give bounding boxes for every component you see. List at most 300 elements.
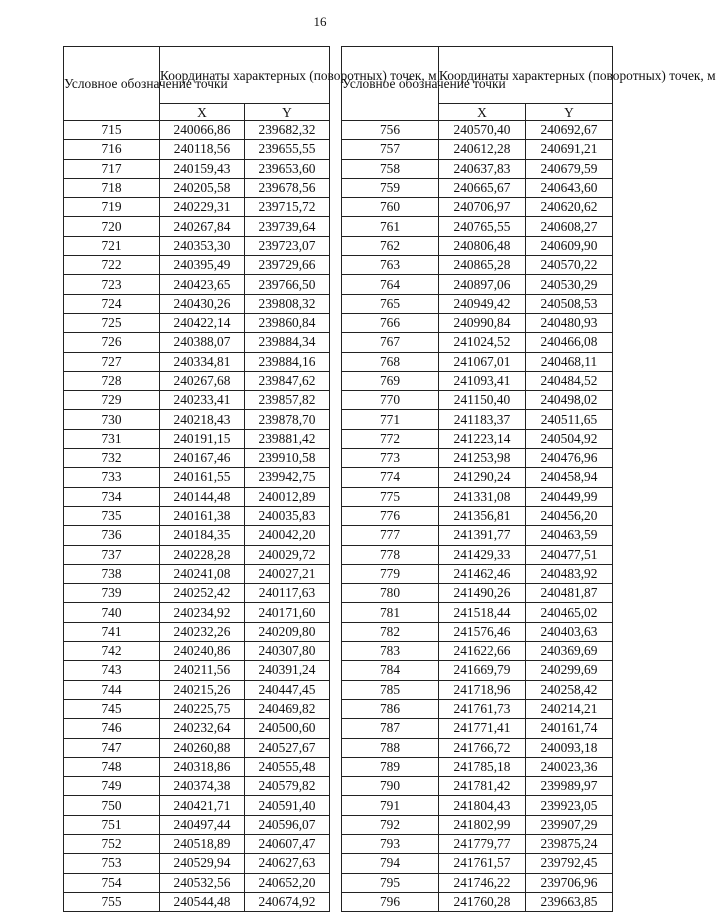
point-number-cell: 748 — [64, 757, 160, 776]
x-coordinate-cell: 240211,56 — [160, 661, 245, 680]
table-row — [64, 873, 330, 892]
y-coordinate-cell: 240555,48 — [245, 757, 330, 776]
y-coordinate-cell: 240504,92 — [526, 429, 613, 448]
x-coordinate-cell: 240318,86 — [160, 757, 245, 776]
table-row — [64, 564, 330, 583]
table-row — [342, 834, 613, 853]
y-coordinate-cell: 240607,47 — [245, 834, 330, 853]
point-number-cell: 759 — [342, 178, 439, 197]
x-coordinate-cell: 240233,41 — [160, 391, 245, 410]
point-number-cell: 768 — [342, 352, 439, 371]
y-coordinate-cell: 240023,36 — [526, 757, 613, 776]
x-coordinate-cell: 240225,75 — [160, 699, 245, 718]
table-row — [64, 352, 330, 371]
x-coordinate-cell: 240518,89 — [160, 834, 245, 853]
table-row — [342, 391, 613, 410]
x-coordinate-cell: 241760,28 — [439, 892, 526, 911]
y-coordinate-cell: 240456,20 — [526, 506, 613, 525]
point-number-cell: 747 — [64, 738, 160, 757]
table-row — [342, 352, 613, 371]
y-coordinate-cell: 240299,69 — [526, 661, 613, 680]
point-number-cell: 771 — [342, 410, 439, 429]
point-number-cell: 745 — [64, 699, 160, 718]
y-coordinate-cell: 240620,62 — [526, 198, 613, 217]
x-coordinate-cell: 241490,26 — [439, 584, 526, 603]
y-coordinate-cell: 240570,22 — [526, 256, 613, 275]
y-coordinate-cell: 240258,42 — [526, 680, 613, 699]
y-coordinate-cell: 239860,84 — [245, 313, 330, 332]
y-coordinate-cell: 240498,02 — [526, 391, 613, 410]
y-coordinate-cell: 239653,60 — [245, 159, 330, 178]
point-number-cell: 741 — [64, 622, 160, 641]
x-coordinate-cell: 241290,24 — [439, 468, 526, 487]
y-coordinate-cell: 240027,21 — [245, 564, 330, 583]
x-coordinate-cell: 241183,37 — [439, 410, 526, 429]
x-coordinate-cell: 240497,44 — [160, 815, 245, 834]
point-number-cell: 737 — [64, 545, 160, 564]
x-coordinate-cell: 240118,56 — [160, 140, 245, 159]
table-row — [64, 584, 330, 603]
point-number-cell: 718 — [64, 178, 160, 197]
point-number-cell: 730 — [64, 410, 160, 429]
y-coordinate-cell: 240209,80 — [245, 622, 330, 641]
x-coordinate-cell: 240806,48 — [439, 236, 526, 255]
table-row — [64, 892, 330, 911]
point-number-cell: 760 — [342, 198, 439, 217]
point-number-cell: 758 — [342, 159, 439, 178]
y-coordinate-cell: 240391,24 — [245, 661, 330, 680]
table-row — [342, 429, 613, 448]
y-coordinate-cell: 240093,18 — [526, 738, 613, 757]
point-number-cell: 717 — [64, 159, 160, 178]
table-row — [64, 738, 330, 757]
point-number-cell: 716 — [64, 140, 160, 159]
point-number-cell: 784 — [342, 661, 439, 680]
x-coordinate-cell: 241622,66 — [439, 642, 526, 661]
x-coordinate-cell: 241331,08 — [439, 487, 526, 506]
table-row — [342, 873, 613, 892]
x-coordinate-cell: 240228,28 — [160, 545, 245, 564]
point-number-cell: 732 — [64, 449, 160, 468]
x-column-header: X — [439, 104, 526, 121]
x-coordinate-cell: 240612,28 — [439, 140, 526, 159]
x-coordinate-cell: 241771,41 — [439, 719, 526, 738]
y-coordinate-cell: 239942,75 — [245, 468, 330, 487]
y-coordinate-cell: 240466,08 — [526, 333, 613, 352]
table-row — [64, 121, 330, 140]
y-coordinate-cell: 240692,67 — [526, 121, 613, 140]
coords-header: Координаты характерных (поворотных) точек, м — [160, 47, 330, 104]
point-number-cell: 751 — [64, 815, 160, 834]
point-number-cell: 787 — [342, 719, 439, 738]
point-number-cell: 785 — [342, 680, 439, 699]
table-row — [64, 371, 330, 390]
table-row — [64, 680, 330, 699]
x-coordinate-cell: 241576,46 — [439, 622, 526, 641]
table-row — [342, 796, 613, 815]
x-coordinate-cell: 240191,15 — [160, 429, 245, 448]
x-coordinate-cell: 240184,35 — [160, 526, 245, 545]
y-coordinate-cell: 240307,80 — [245, 642, 330, 661]
x-coordinate-cell: 240353,30 — [160, 236, 245, 255]
x-coordinate-cell: 241067,01 — [439, 352, 526, 371]
coords-header: Координаты характерных (поворотных) точек, м — [439, 47, 613, 104]
point-number-cell: 781 — [342, 603, 439, 622]
x-coordinate-cell: 241785,18 — [439, 757, 526, 776]
point-number-cell: 757 — [342, 140, 439, 159]
table-row — [64, 410, 330, 429]
x-coordinate-cell: 241779,77 — [439, 834, 526, 853]
point-number-cell: 724 — [64, 294, 160, 313]
y-coordinate-cell: 240458,94 — [526, 468, 613, 487]
table-row — [64, 178, 330, 197]
point-number-cell: 727 — [64, 352, 160, 371]
y-coordinate-cell: 240484,52 — [526, 371, 613, 390]
x-coordinate-cell: 240665,67 — [439, 178, 526, 197]
point-number-cell: 791 — [342, 796, 439, 815]
point-number-cell: 770 — [342, 391, 439, 410]
x-coordinate-cell: 240267,68 — [160, 371, 245, 390]
table-row — [64, 815, 330, 834]
point-number-cell: 729 — [64, 391, 160, 410]
point-number-cell: 726 — [64, 333, 160, 352]
x-coordinate-cell: 241093,41 — [439, 371, 526, 390]
point-number-cell: 777 — [342, 526, 439, 545]
point-number-cell: 750 — [64, 796, 160, 815]
table-row — [64, 603, 330, 622]
point-number-cell: 746 — [64, 719, 160, 738]
table-row — [342, 371, 613, 390]
table-row — [64, 834, 330, 853]
table-row — [342, 545, 613, 564]
point-number-cell: 792 — [342, 815, 439, 834]
table-row — [342, 757, 613, 776]
x-coordinate-cell: 240544,48 — [160, 892, 245, 911]
y-coordinate-cell: 239766,50 — [245, 275, 330, 294]
table-row — [64, 506, 330, 525]
point-label-header: Условное обозначение точки — [64, 47, 160, 121]
y-coordinate-cell: 240691,21 — [526, 140, 613, 159]
y-coordinate-cell: 239663,85 — [526, 892, 613, 911]
table-row — [342, 236, 613, 255]
y-coordinate-cell: 240403,63 — [526, 622, 613, 641]
y-coordinate-cell: 239907,29 — [526, 815, 613, 834]
point-number-cell: 720 — [64, 217, 160, 236]
y-coordinate-cell: 239678,56 — [245, 178, 330, 197]
table-row — [342, 294, 613, 313]
table-row — [342, 622, 613, 641]
point-number-cell: 736 — [64, 526, 160, 545]
table-row — [64, 661, 330, 680]
table-body — [342, 121, 613, 912]
x-coordinate-cell: 240532,56 — [160, 873, 245, 892]
table-row — [64, 622, 330, 641]
y-coordinate-cell: 240480,93 — [526, 313, 613, 332]
y-coordinate-cell: 240530,29 — [526, 275, 613, 294]
y-coordinate-cell: 240483,92 — [526, 564, 613, 583]
x-coordinate-cell: 240161,55 — [160, 468, 245, 487]
point-number-cell: 783 — [342, 642, 439, 661]
y-coordinate-cell: 240012,89 — [245, 487, 330, 506]
y-coordinate-cell: 240643,60 — [526, 178, 613, 197]
y-coordinate-cell: 239792,45 — [526, 854, 613, 873]
y-coordinate-cell: 239884,16 — [245, 352, 330, 371]
x-column-header: X — [160, 104, 245, 121]
point-number-cell: 765 — [342, 294, 439, 313]
table-row — [342, 333, 613, 352]
x-coordinate-cell: 240205,58 — [160, 178, 245, 197]
point-number-cell: 744 — [64, 680, 160, 699]
x-coordinate-cell: 240990,84 — [439, 313, 526, 332]
y-coordinate-cell: 240674,92 — [245, 892, 330, 911]
table-row — [342, 313, 613, 332]
table-row — [342, 661, 613, 680]
y-coordinate-cell: 239729,66 — [245, 256, 330, 275]
table-row — [64, 642, 330, 661]
point-number-cell: 722 — [64, 256, 160, 275]
point-number-cell: 769 — [342, 371, 439, 390]
x-coordinate-cell: 240267,84 — [160, 217, 245, 236]
x-coordinate-cell: 241746,22 — [439, 873, 526, 892]
x-coordinate-cell: 240229,31 — [160, 198, 245, 217]
y-coordinate-cell: 240627,63 — [245, 854, 330, 873]
x-coordinate-cell: 241804,43 — [439, 796, 526, 815]
table-row — [64, 217, 330, 236]
table-row — [64, 140, 330, 159]
y-coordinate-cell: 239655,55 — [245, 140, 330, 159]
x-coordinate-cell: 241024,52 — [439, 333, 526, 352]
x-coordinate-cell: 240161,38 — [160, 506, 245, 525]
x-coordinate-cell: 241391,77 — [439, 526, 526, 545]
table-row — [64, 429, 330, 448]
y-coordinate-cell: 240508,53 — [526, 294, 613, 313]
table-row — [64, 468, 330, 487]
x-coordinate-cell: 241462,46 — [439, 564, 526, 583]
x-coordinate-cell: 240218,43 — [160, 410, 245, 429]
point-number-cell: 753 — [64, 854, 160, 873]
point-number-cell: 766 — [342, 313, 439, 332]
x-coordinate-cell: 241429,33 — [439, 545, 526, 564]
table-row — [64, 545, 330, 564]
y-coordinate-cell: 239739,64 — [245, 217, 330, 236]
x-coordinate-cell: 240865,28 — [439, 256, 526, 275]
point-number-cell: 735 — [64, 506, 160, 525]
point-number-cell: 767 — [342, 333, 439, 352]
y-coordinate-cell: 240171,60 — [245, 603, 330, 622]
x-coordinate-cell: 240529,94 — [160, 854, 245, 873]
y-coordinate-cell: 240214,21 — [526, 699, 613, 718]
y-coordinate-cell: 240591,40 — [245, 796, 330, 815]
x-coordinate-cell: 241761,73 — [439, 699, 526, 718]
point-number-cell: 793 — [342, 834, 439, 853]
point-number-cell: 719 — [64, 198, 160, 217]
y-coordinate-cell: 239881,42 — [245, 429, 330, 448]
point-number-cell: 740 — [64, 603, 160, 622]
y-coordinate-cell: 240469,82 — [245, 699, 330, 718]
x-coordinate-cell: 240422,14 — [160, 313, 245, 332]
x-coordinate-cell: 240570,40 — [439, 121, 526, 140]
table-row — [342, 487, 613, 506]
table-row — [64, 275, 330, 294]
y-coordinate-cell: 240596,07 — [245, 815, 330, 834]
y-coordinate-cell: 240117,63 — [245, 584, 330, 603]
y-coordinate-cell: 240500,60 — [245, 719, 330, 738]
table-body — [64, 121, 330, 912]
x-coordinate-cell: 240167,46 — [160, 449, 245, 468]
y-coordinate-cell: 240652,20 — [245, 873, 330, 892]
x-coordinate-cell: 240240,86 — [160, 642, 245, 661]
x-coordinate-cell: 240215,26 — [160, 680, 245, 699]
x-coordinate-cell: 241253,98 — [439, 449, 526, 468]
x-coordinate-cell: 241718,96 — [439, 680, 526, 699]
table-row — [64, 526, 330, 545]
table-row — [64, 236, 330, 255]
table-row — [342, 526, 613, 545]
x-coordinate-cell: 240252,42 — [160, 584, 245, 603]
y-coordinate-cell: 240463,59 — [526, 526, 613, 545]
point-number-cell: 775 — [342, 487, 439, 506]
point-number-cell: 761 — [342, 217, 439, 236]
table-row — [342, 777, 613, 796]
coordinates-table-right — [341, 46, 716, 912]
table-row — [64, 256, 330, 275]
x-coordinate-cell: 241669,79 — [439, 661, 526, 680]
table-row — [64, 757, 330, 776]
point-number-cell: 738 — [64, 564, 160, 583]
y-coordinate-cell: 240042,20 — [245, 526, 330, 545]
table-row — [342, 699, 613, 718]
point-number-cell: 733 — [64, 468, 160, 487]
x-coordinate-cell: 240144,48 — [160, 487, 245, 506]
table-row — [342, 892, 613, 911]
y-coordinate-cell: 239808,32 — [245, 294, 330, 313]
y-coordinate-cell: 240609,90 — [526, 236, 613, 255]
x-coordinate-cell: 240159,43 — [160, 159, 245, 178]
table-row — [342, 198, 613, 217]
point-number-cell: 742 — [64, 642, 160, 661]
table-row — [342, 564, 613, 583]
y-column-header: Y — [245, 104, 330, 121]
y-coordinate-cell: 240369,69 — [526, 642, 613, 661]
point-number-cell: 728 — [64, 371, 160, 390]
point-number-cell: 731 — [64, 429, 160, 448]
x-coordinate-cell: 240388,07 — [160, 333, 245, 352]
table-row — [342, 506, 613, 525]
table-row — [64, 854, 330, 873]
table-row — [64, 796, 330, 815]
point-number-cell: 756 — [342, 121, 439, 140]
point-number-cell: 749 — [64, 777, 160, 796]
x-coordinate-cell: 241781,42 — [439, 777, 526, 796]
y-coordinate-cell: 240679,59 — [526, 159, 613, 178]
y-coordinate-cell: 239884,34 — [245, 333, 330, 352]
point-number-cell: 795 — [342, 873, 439, 892]
x-coordinate-cell: 240374,38 — [160, 777, 245, 796]
point-number-cell: 780 — [342, 584, 439, 603]
table-row — [342, 275, 613, 294]
table-row — [342, 815, 613, 834]
table-row — [64, 294, 330, 313]
point-number-cell: 764 — [342, 275, 439, 294]
x-coordinate-cell: 240232,64 — [160, 719, 245, 738]
y-coordinate-cell: 239723,07 — [245, 236, 330, 255]
y-coordinate-cell: 240608,27 — [526, 217, 613, 236]
point-number-cell: 789 — [342, 757, 439, 776]
x-coordinate-cell: 240897,06 — [439, 275, 526, 294]
point-number-cell: 778 — [342, 545, 439, 564]
point-number-cell: 786 — [342, 699, 439, 718]
point-number-cell: 794 — [342, 854, 439, 873]
table-row — [64, 699, 330, 718]
point-label-header: Условное обозначение точки — [342, 47, 439, 121]
x-coordinate-cell: 241766,72 — [439, 738, 526, 757]
point-number-cell: 715 — [64, 121, 160, 140]
y-coordinate-cell: 240477,51 — [526, 545, 613, 564]
y-coordinate-cell: 240465,02 — [526, 603, 613, 622]
x-coordinate-cell: 241223,14 — [439, 429, 526, 448]
y-coordinate-cell: 239989,97 — [526, 777, 613, 796]
x-coordinate-cell: 241761,57 — [439, 854, 526, 873]
table-row — [342, 178, 613, 197]
y-coordinate-cell: 239706,96 — [526, 873, 613, 892]
x-coordinate-cell: 240260,88 — [160, 738, 245, 757]
point-number-cell: 755 — [64, 892, 160, 911]
x-coordinate-cell: 241518,44 — [439, 603, 526, 622]
table-row — [342, 738, 613, 757]
y-coordinate-cell: 239847,62 — [245, 371, 330, 390]
x-coordinate-cell: 240430,26 — [160, 294, 245, 313]
table-row — [342, 449, 613, 468]
x-coordinate-cell: 240066,86 — [160, 121, 245, 140]
table-row — [342, 719, 613, 738]
y-coordinate-cell: 239878,70 — [245, 410, 330, 429]
y-coordinate-cell: 239682,32 — [245, 121, 330, 140]
point-number-cell: 743 — [64, 661, 160, 680]
y-column-header: Y — [526, 104, 613, 121]
y-coordinate-cell: 239910,58 — [245, 449, 330, 468]
x-coordinate-cell: 241802,99 — [439, 815, 526, 834]
y-coordinate-cell: 239875,24 — [526, 834, 613, 853]
table-row — [342, 410, 613, 429]
point-number-cell: 788 — [342, 738, 439, 757]
table-row — [342, 584, 613, 603]
point-number-cell: 754 — [64, 873, 160, 892]
table-row — [64, 313, 330, 332]
point-number-cell: 796 — [342, 892, 439, 911]
y-coordinate-cell: 240481,87 — [526, 584, 613, 603]
point-number-cell: 752 — [64, 834, 160, 853]
x-coordinate-cell: 240232,26 — [160, 622, 245, 641]
x-coordinate-cell: 240706,97 — [439, 198, 526, 217]
table-row — [64, 777, 330, 796]
y-coordinate-cell: 239857,82 — [245, 391, 330, 410]
point-number-cell: 776 — [342, 506, 439, 525]
point-number-cell: 725 — [64, 313, 160, 332]
y-coordinate-cell: 240449,99 — [526, 487, 613, 506]
y-coordinate-cell: 240447,45 — [245, 680, 330, 699]
y-coordinate-cell: 240161,74 — [526, 719, 613, 738]
point-number-cell: 734 — [64, 487, 160, 506]
x-coordinate-cell: 240765,55 — [439, 217, 526, 236]
y-coordinate-cell: 240511,65 — [526, 410, 613, 429]
x-coordinate-cell: 241356,81 — [439, 506, 526, 525]
table-row — [64, 159, 330, 178]
table-row — [342, 854, 613, 873]
y-coordinate-cell: 240035,83 — [245, 506, 330, 525]
x-coordinate-cell: 240395,49 — [160, 256, 245, 275]
x-coordinate-cell: 240637,83 — [439, 159, 526, 178]
point-number-cell: 762 — [342, 236, 439, 255]
